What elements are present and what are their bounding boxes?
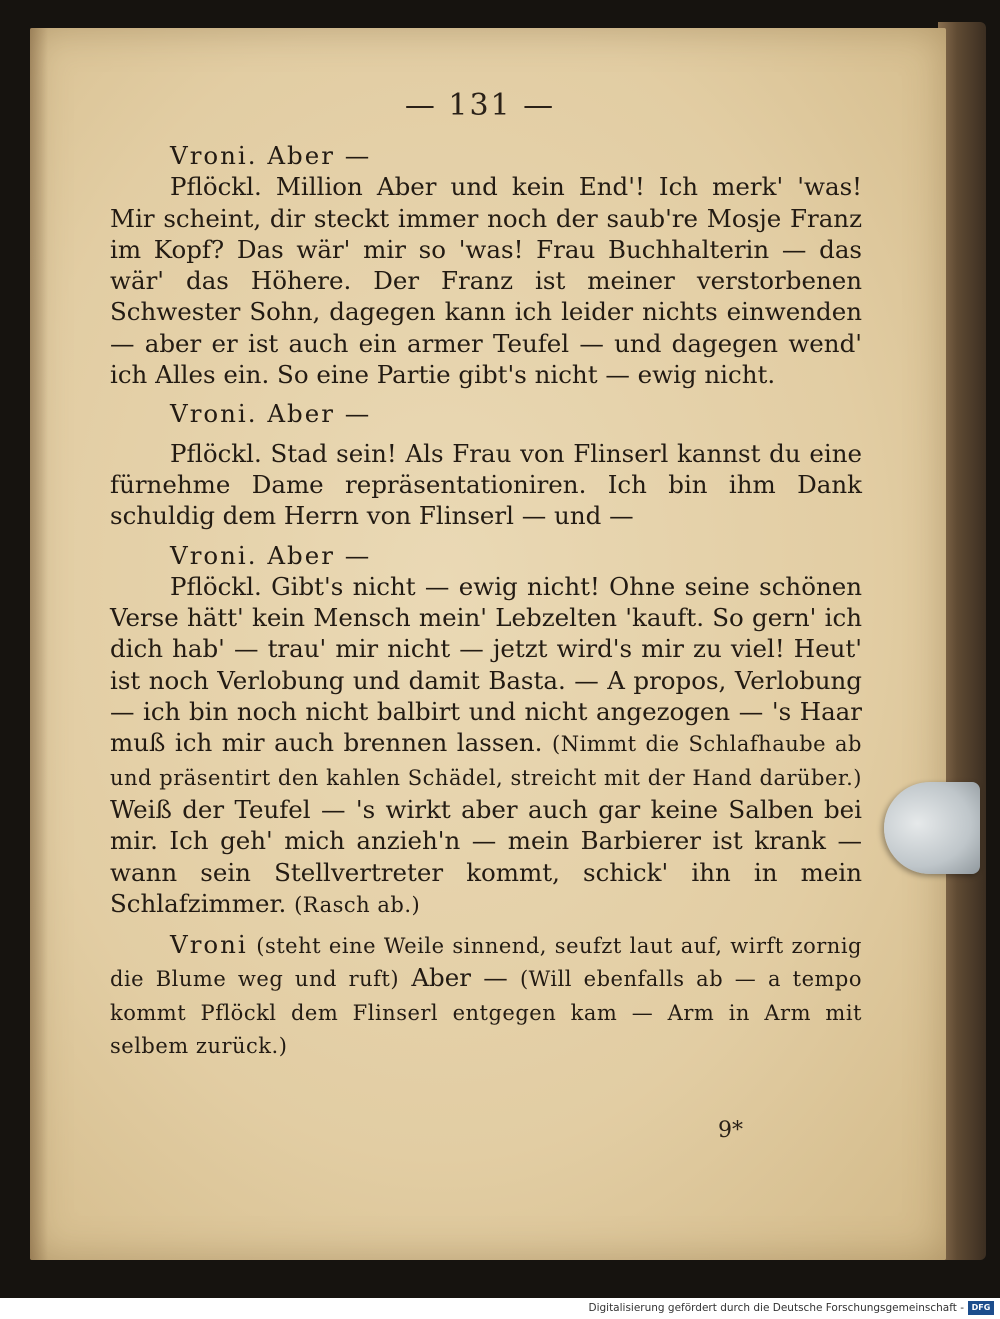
dialogue-line: Pflöckl. Million Aber und kein End'! Ich merk' 'was! Mir scheint, dir steckt immer noch der saub're Mosje Franz im Kopf? Das wär' mir so 'was! Frau Buchhalterin — das wär' das Höhere. Der Franz ist meiner verstorbenen Schwester Sohn, dagegen kann ich leider nichts einwenden — aber er ist auch ein armer Teufel — und dagegen wend' ich Alles ein. So eine Partie gibt's nicht — ewig nicht. [110, 172, 862, 390]
dfg-logo-icon: DFG [968, 1301, 994, 1315]
stage-direction: (Nimmt die Schlafhaube ab und präsentirt den kahlen Schädel, streicht mit der Hand darüber.) [110, 732, 862, 790]
footer-bar [0, 1298, 1000, 1319]
stage-direction: (steht eine Weile sinnend, seufzt laut auf, wirft zornig die Blume weg und ruft) [110, 934, 862, 992]
page-text [110, 140, 862, 1062]
footer-credit: Digitalisierung gefördert durch die Deutsche Forschungsgemeinschaft - [588, 1302, 964, 1314]
page-gutter-shadow [30, 28, 48, 1260]
dialogue-line: Vroni. Aber — [170, 540, 372, 570]
signature-mark: 9* [718, 1118, 743, 1143]
dialogue-line: Vroni. Aber — [170, 141, 372, 170]
dialogue-line: Vroni. Aber — [170, 399, 372, 429]
dialogue-line: Vroni (steht eine Weile sinnend, seufzt laut auf, wirft zornig die Blume weg und ruft) Aber — (Will ebenfalls ab — a tempo kommt Pflöckl dem Flinserl entgegen kam — Arm in Arm mit selbem zurück.) [110, 930, 862, 1059]
stage-direction: (Will ebenfalls ab — a tempo kommt Pflöckl dem Flinserl entgegen kam — Arm in Arm mit selbem zurück.) [110, 967, 862, 1059]
dialogue-line: Pflöckl. Gibt's nicht — ewig nicht! Ohne seine schönen Verse hätt' kein Mensch mein' Lebzelten 'kauft. So gern' ich dich hab' — trau' mir nicht — jetzt wird's mir zu viel! Heut' ist noch Verlobung und damit Basta. — A propos, Verlobung — ich bin noch nicht balbirt und nicht angezogen — 's Haar muß ich mir auch brennen lassen. (Nimmt die Schlafhaube ab und präsentirt den kahlen Schädel, streicht mit der Hand darüber.) Weiß der Teufel — 's wirkt aber auch gar keine Salben bei mir. Ich geh' mich anzieh'n — mein Barbierer ist krank — wann sein Stellvertreter kommt, schick' ihn in mein Schlafzimmer. (Rasch ab.) [110, 571, 862, 918]
stage-direction: (Rasch ab.) [294, 892, 421, 917]
page-number: — 131 — [404, 88, 556, 123]
dialogue-line: Pflöckl. Stad sein! Als Frau von Flinserl kannst du eine fürnehme Dame repräsentationiren. Ich bin ihm Dank schuldig dem Herrn von Flinserl — und — [110, 438, 862, 531]
page-tab-clip [884, 782, 980, 874]
